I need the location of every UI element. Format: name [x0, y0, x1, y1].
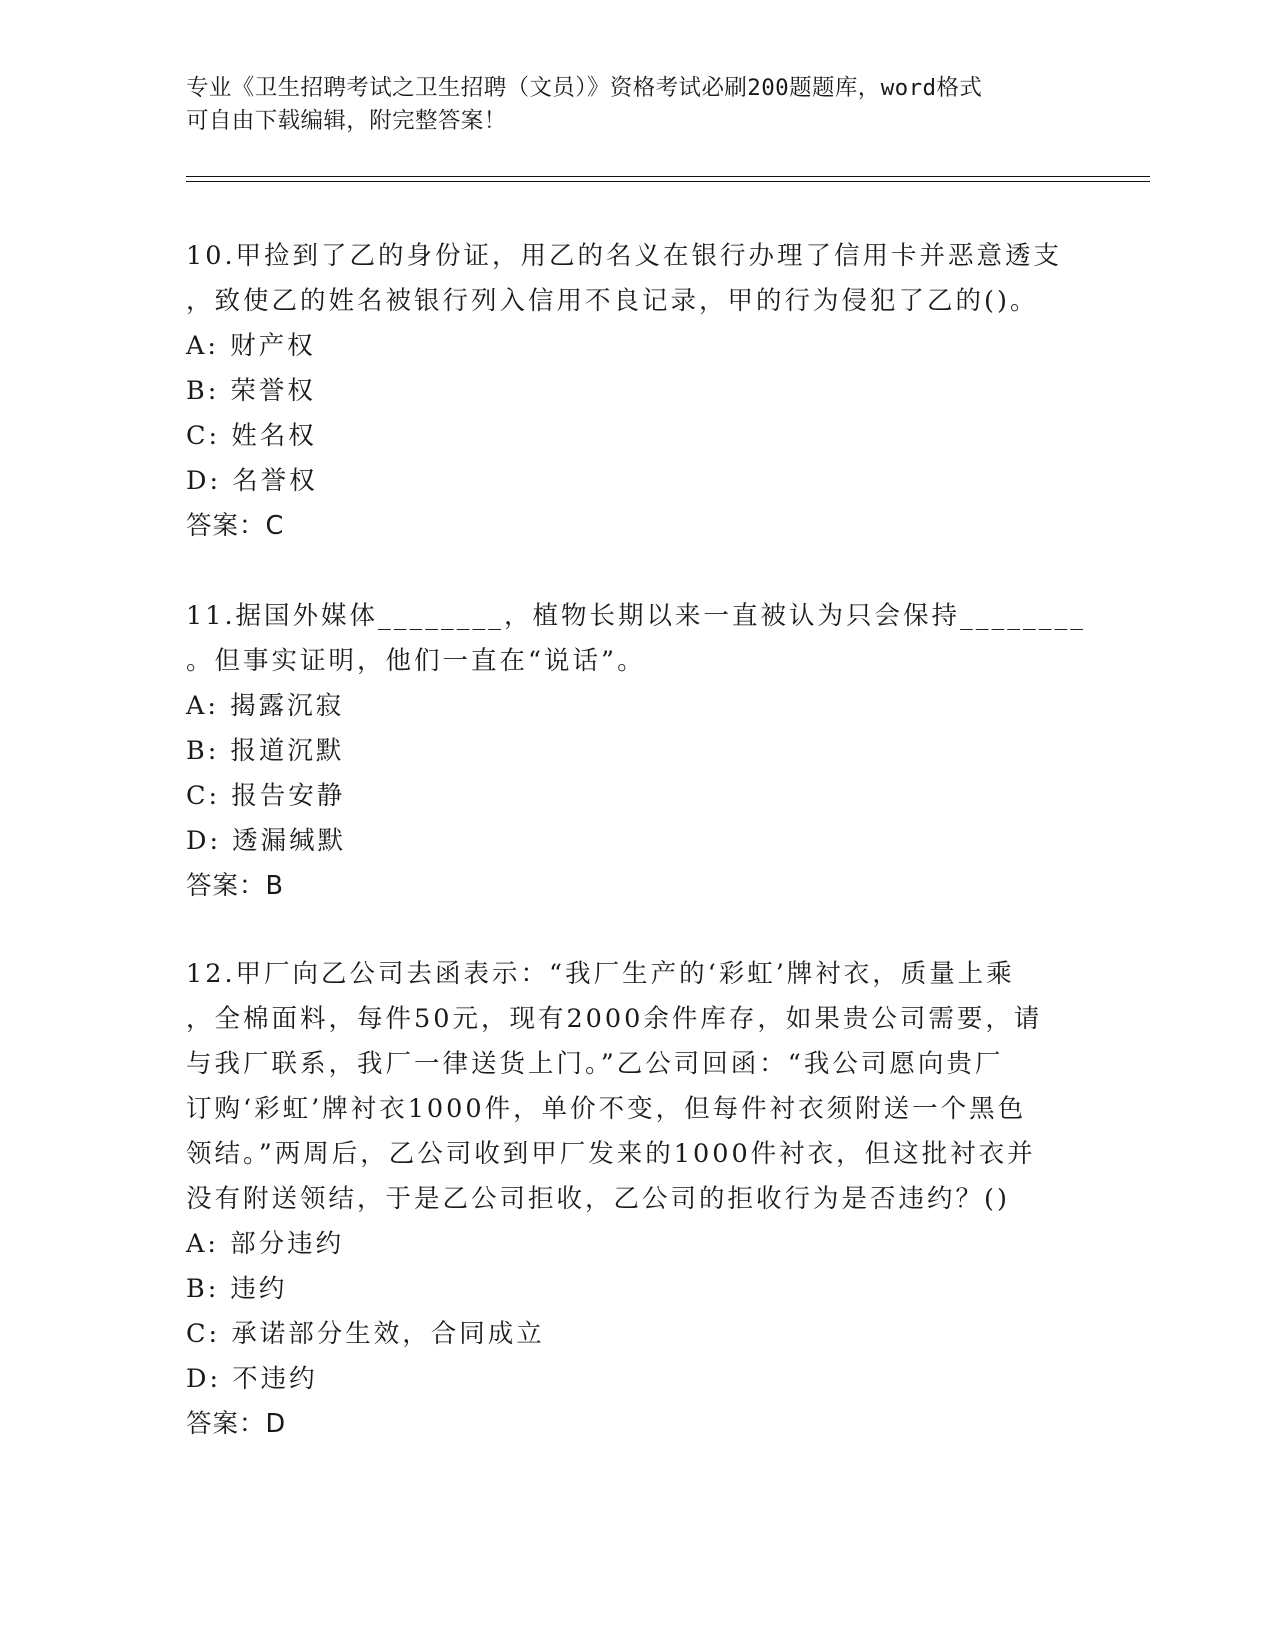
document-header — [186, 72, 1066, 138]
option-d: D: 名誉权 — [186, 466, 318, 496]
option-a: A: 部分违约 — [186, 1229, 345, 1259]
option-c: C: 承诺部分生效，合同成立 — [186, 1319, 545, 1349]
answer: 答案：B — [186, 871, 284, 901]
option-c: C: 报告安静 — [186, 781, 346, 811]
option-d: D: 透漏缄默 — [186, 826, 347, 856]
header-divider-bottom — [186, 181, 1150, 182]
answer: 答案：C — [186, 511, 285, 541]
question-11 — [186, 594, 1086, 909]
header-line-1: 专业《卫生招聘考试之卫生招聘（文员）》资格考试必刷200题题库，word格式 — [186, 75, 983, 101]
option-c: C: 姓名权 — [186, 421, 317, 451]
option-b: B: 荣誉权 — [186, 376, 316, 406]
answer: 答案：D — [186, 1409, 287, 1439]
question-text-line: ，致使乙的姓名被银行列入信用不良记录，甲的行为侵犯了乙的()。 — [186, 286, 1039, 316]
question-10 — [186, 234, 1086, 549]
question-text-line: 与我厂联系，我厂一律送货上门。”乙公司回函：“我公司愿向贵厂 — [186, 1049, 1004, 1079]
question-text-line: 12.甲厂向乙公司去函表示：“我厂生产的‘彩虹’牌衬衣，质量上乘 — [186, 959, 1015, 989]
question-text-line: 。但事实证明，他们一直在“说话”。 — [186, 646, 646, 676]
header-line-2: 可自由下载编辑，附完整答案！ — [186, 108, 507, 134]
option-b: B: 报道沉默 — [186, 736, 345, 766]
option-a: A: 财产权 — [186, 331, 316, 361]
question-text-line: 11.据国外媒体________，植物长期以来一直被认为只会保持________ — [186, 601, 1087, 631]
question-text-line: 订购‘彩虹’牌衬衣1000件，单价不变，但每件衬衣须附送一个黑色 — [186, 1094, 1027, 1124]
question-text-line: 10.甲捡到了乙的身份证，用乙的名义在银行办理了信用卡并恶意透支 — [186, 241, 1063, 271]
option-b: B: 违约 — [186, 1274, 288, 1304]
option-d: D: 不违约 — [186, 1364, 318, 1394]
question-text-line: 没有附送领结，于是乙公司拒收，乙公司的拒收行为是否违约？() — [186, 1184, 1010, 1214]
option-a: A: 揭露沉寂 — [186, 691, 345, 721]
question-text-line: 领结。”两周后，乙公司收到甲厂发来的1000件衬衣，但这批衬衣并 — [186, 1139, 1036, 1169]
question-text-line: ，全棉面料，每件50元，现有2000余件库存，如果贵公司需要，请 — [186, 1004, 1043, 1034]
header-divider-top — [186, 176, 1150, 177]
question-12 — [186, 952, 1086, 1447]
